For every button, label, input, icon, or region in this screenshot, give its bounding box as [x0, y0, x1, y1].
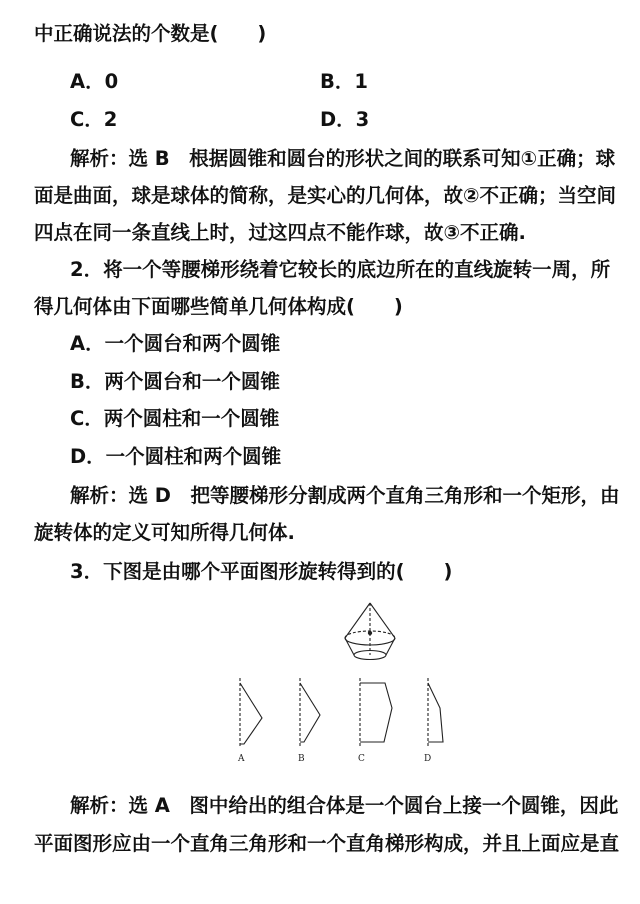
q2-stem-line2: 得几何体由下面哪些简单几何体构成( )	[34, 295, 403, 318]
figure-label-a: A	[238, 754, 245, 764]
q1-option-d: D．3	[320, 108, 370, 131]
q1-option-b: B．1	[320, 70, 368, 93]
q2-explanation-line2: 旋转体的定义可知所得几何体.	[34, 521, 295, 544]
q1-option-c: C．2	[70, 108, 118, 131]
q1-explanation-line1: 解析：选 B 根据圆锥和圆台的形状之间的联系可知①正确；球	[70, 147, 616, 170]
figure-label-c: C	[358, 754, 365, 764]
q1-stem-tail: 中正确说法的个数是( )	[34, 22, 267, 45]
q1-explanation-line2: 面是曲面，球是球体的简称，是实心的几何体，故②不正确；当空间	[34, 184, 617, 207]
figure-label-d: D	[424, 754, 432, 764]
option-a-shape	[240, 678, 262, 748]
q2-option-c: C．两个圆柱和一个圆锥	[70, 407, 280, 430]
q2-option-b: B．两个圆台和一个圆锥	[70, 370, 280, 393]
option-d-shape	[428, 678, 443, 748]
q2-option-d: D．一个圆柱和两个圆锥	[70, 445, 282, 468]
q3-explanation-line2: 平面图形应由一个直角三角形和一个直角梯形构成，并且上面应是直	[34, 832, 620, 855]
q2-explanation-line1: 解析：选 D 把等腰梯形分割成两个直角三角形和一个矩形，由	[70, 484, 620, 507]
solid-figure	[345, 603, 395, 660]
q1-explanation-line3: 四点在同一条直线上时，过这四点不能作球，故③不正确.	[34, 221, 526, 244]
q1-option-a: A．0	[70, 70, 119, 93]
q2-option-a: A．一个圆台和两个圆锥	[70, 332, 281, 355]
option-c-shape	[360, 678, 392, 748]
q2-stem-line1: 2．将一个等腰梯形绕着它较长的底边所在的直线旋转一周，所	[70, 258, 611, 281]
figure-label-b: B	[298, 754, 305, 764]
q3-explanation-line1: 解析：选 A 图中给出的组合体是一个圆台上接一个圆锥，因此	[70, 794, 619, 817]
option-b-shape	[300, 678, 320, 748]
q3-stem: 3．下图是由哪个平面图形旋转得到的( )	[70, 560, 453, 583]
